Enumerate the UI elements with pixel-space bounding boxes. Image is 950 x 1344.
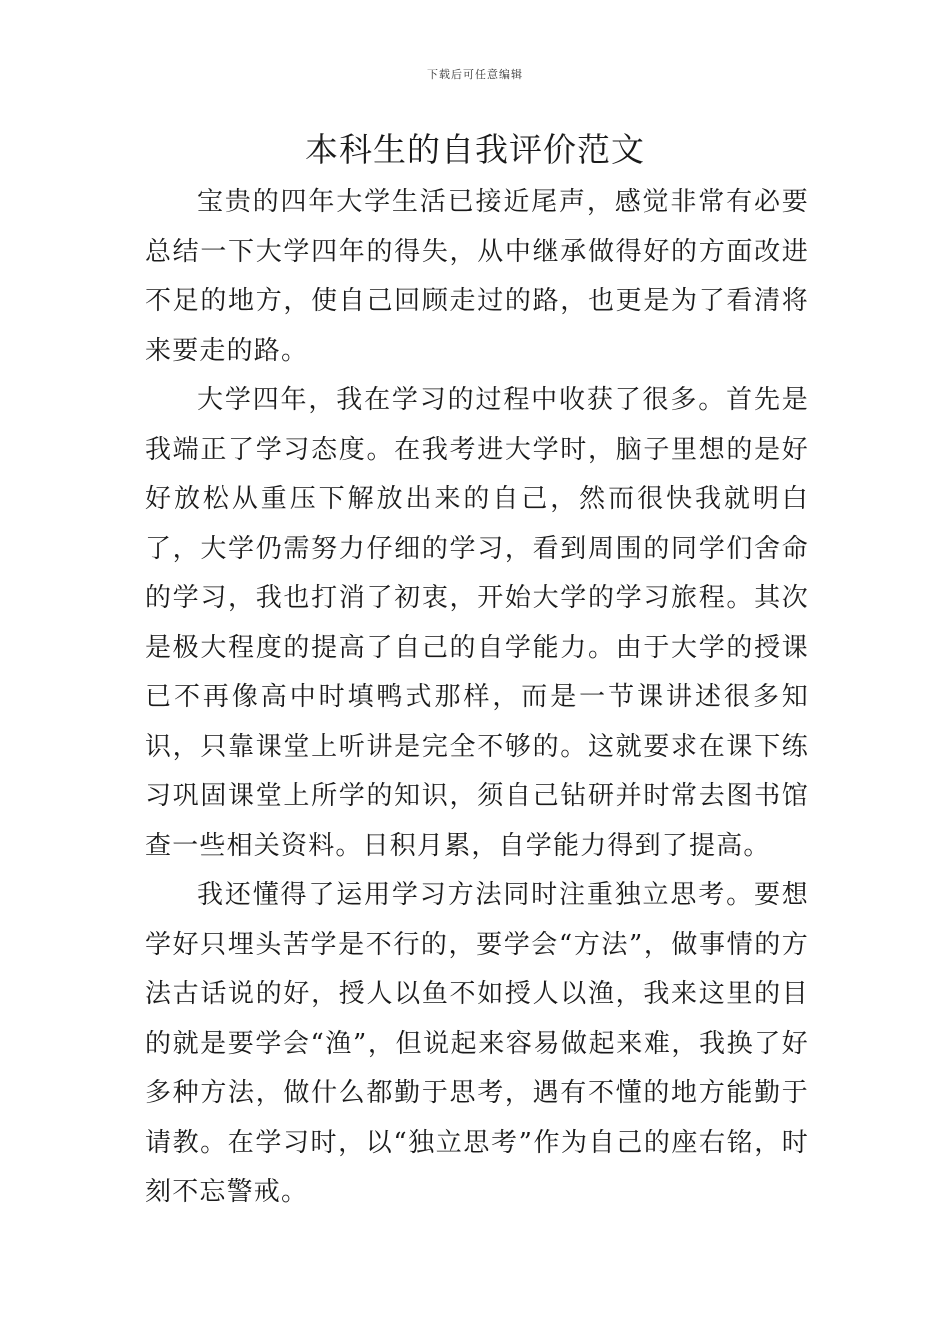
paragraph-3: 我还懂得了运用学习方法同时注重独立思考。要想学好只埋头苦学是不行的，要学会“方法”，做事情的方法古话说的好，授人以鱼不如授人以渔，我来这里的目的就是要学会“渔”，但说起来容易做起来难，我换了好多种方法，做什么都勤于思考，遇有不懂的地方能勤于请教。在学习时，以“独立思考”作为自己的座右铭，时刻不忘警戒。	[145, 880, 809, 1207]
paragraph-2: 大学四年，我在学习的过程中收获了很多。首先是我端正了学习态度。在我考进大学时，脑子里想的是好好放松从重压下解放出来的自己，然而很快我就明白了，大学仍需努力仔细的学习，看到周围的同学们舍命的学习，我也打消了初衷，开始大学的学习旅程。其次是极大程度的提高了自己的自学能力。由于大学的授课已不再像高中时填鸭式那样，而是一节课讲述很多知识，只靠课堂上听讲是完全不够的。这就要求在课下练习巩固课堂上所学的知识，须自己钻研并时常去图书馆查一些相关资料。日积月累，自学能力得到了提高。	[145, 385, 809, 861]
paragraph-1: 宝贵的四年大学生活已接近尾声，感觉非常有必要总结一下大学四年的得失，从中继承做得好的方面改进不足的地方，使自己回顾走过的路，也更是为了看清将来要走的路。	[145, 187, 809, 366]
document-title: 本科生的自我评价范文	[305, 130, 645, 169]
header-note: 下载后可任意编辑	[427, 68, 523, 81]
document-body	[145, 178, 809, 1218]
